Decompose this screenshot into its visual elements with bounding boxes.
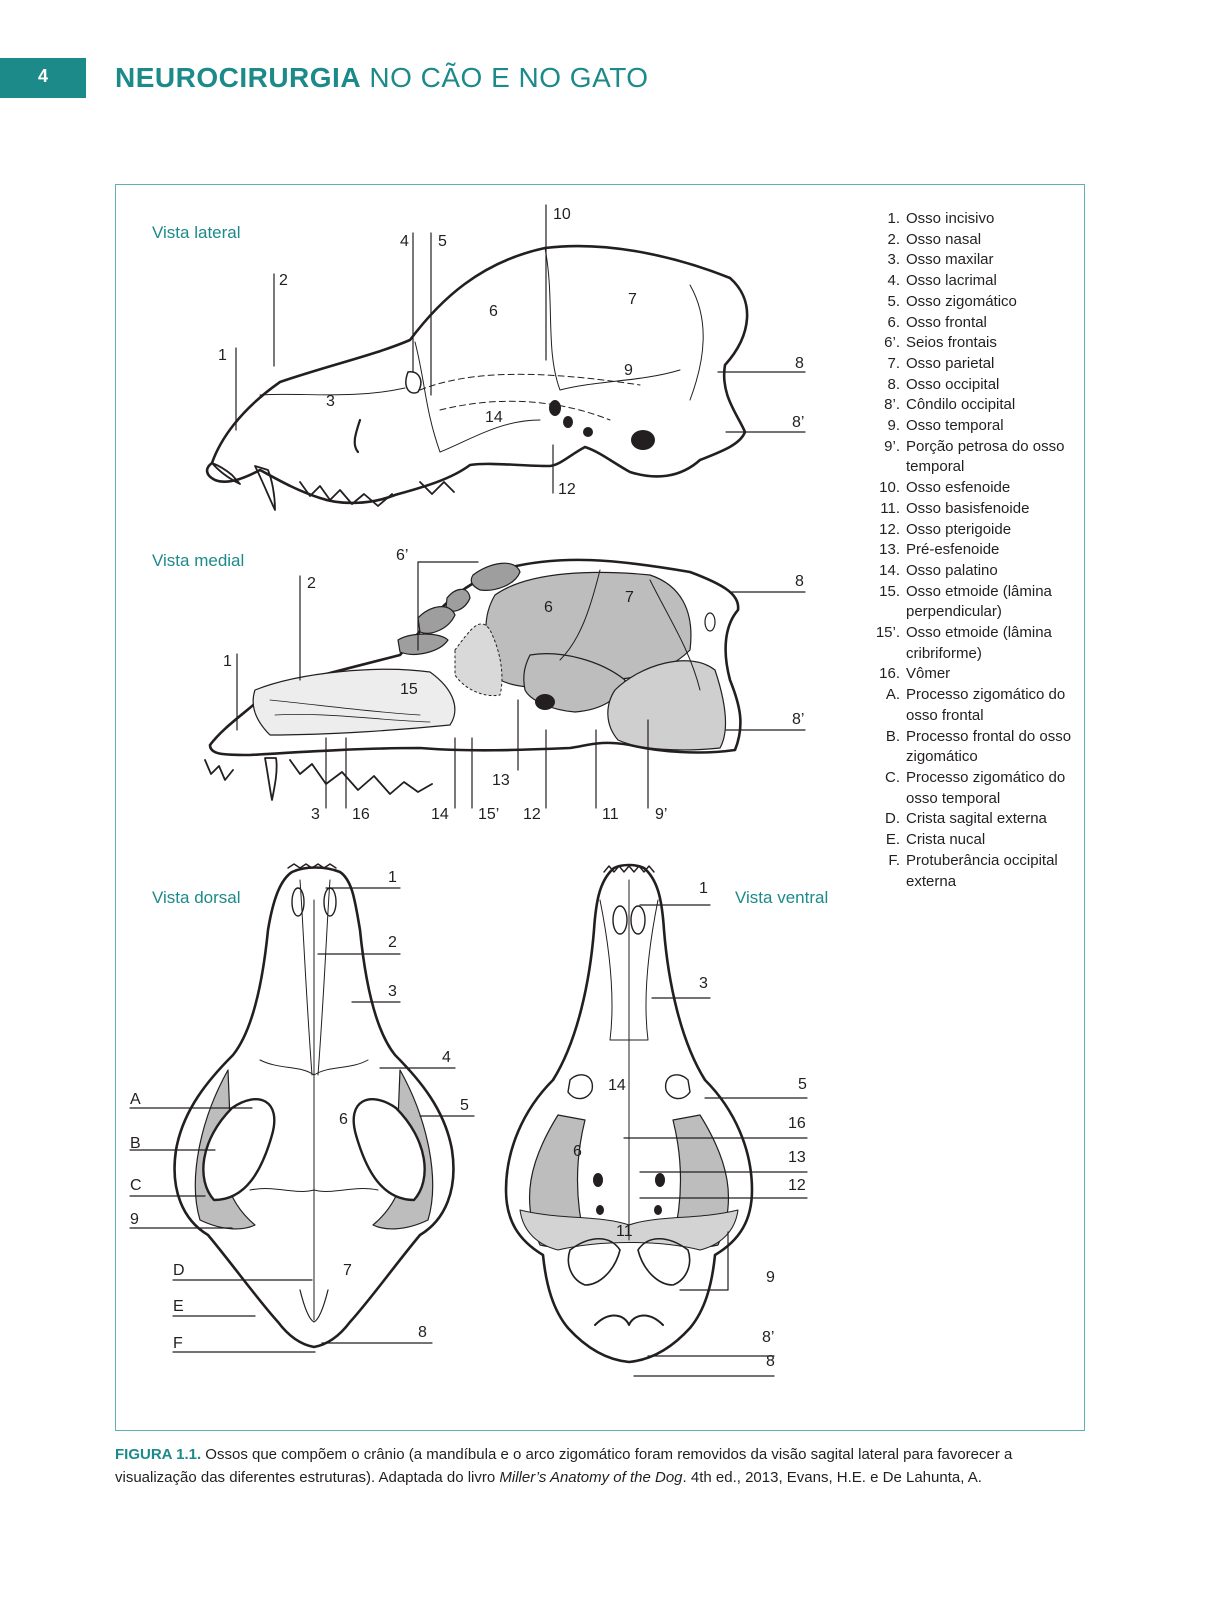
caption-book-title: Miller’s Anatomy of the Dog <box>499 1469 683 1486</box>
legend-item <box>868 478 1083 499</box>
legend-item <box>868 520 1083 541</box>
legend-key: 12. <box>879 520 900 538</box>
legend-text: Protuberância occipital externa <box>906 851 1058 890</box>
legend-text: Porção petrosa do osso temporal <box>906 437 1065 476</box>
ventral-label: 13 <box>788 1149 806 1166</box>
legend-text: Osso maxilar <box>906 251 994 269</box>
medial-label: 8’ <box>792 711 805 728</box>
legend-text: Osso occipital <box>906 375 1000 393</box>
legend-key: 7. <box>887 354 900 372</box>
view-title-ventral: Vista ventral <box>735 888 829 907</box>
dorsal-label: E <box>173 1298 184 1315</box>
legend-text: Crista sagital externa <box>906 810 1047 828</box>
medial-label: 1 <box>223 653 232 670</box>
medial-label: 16 <box>352 806 370 823</box>
legend-text: Osso lacrimal <box>906 272 997 290</box>
medial-label: 13 <box>492 772 510 789</box>
running-head-bold: NEUROCIRURGIA <box>115 62 362 93</box>
view-title-dorsal: Vista dorsal <box>152 888 241 907</box>
legend-text: Osso nasal <box>906 230 982 248</box>
ventral-leader-lines <box>624 905 807 1376</box>
lateral-label: 9 <box>624 362 633 379</box>
legend-key: 14. <box>879 561 900 579</box>
legend-item <box>868 209 1083 230</box>
legend-key: E. <box>885 831 900 849</box>
legend-item <box>868 354 1083 375</box>
legend-item <box>868 623 1083 664</box>
medial-label: 8 <box>795 573 804 590</box>
caption-text-2: . 4th ed., 2013, Evans, H.E. e De Lahunta, A. <box>682 1469 982 1486</box>
legend-key: 10. <box>879 479 900 497</box>
lateral-skull-outline <box>207 246 747 503</box>
legend-text: Osso pterigoide <box>906 520 1012 538</box>
legend-text: Pré-esfenoide <box>906 541 1000 559</box>
lateral-label: 6 <box>489 303 498 320</box>
lateral-label: 12 <box>558 481 576 498</box>
caption-text-1: Ossos que compõem o crânio (a mandíbula e o arco zigomático foram removidos da visão sagital lateral para favorecer a visualização das diferentes estruturas). Adaptada do livro <box>115 1446 1013 1486</box>
legend-text: Osso temporal <box>906 417 1004 435</box>
medial-label: 15 <box>400 681 418 698</box>
lateral-label: 14 <box>485 409 503 426</box>
legend-item <box>868 685 1083 726</box>
lateral-leader-lines <box>236 205 805 493</box>
legend-text: Osso palatino <box>906 561 998 579</box>
ventral-label: 5 <box>798 1076 807 1093</box>
dorsal-label: D <box>173 1262 185 1279</box>
ventral-label: 14 <box>608 1077 626 1094</box>
legend-item <box>868 333 1083 354</box>
legend-item <box>868 437 1083 478</box>
medial-label: 2 <box>307 575 316 592</box>
dorsal-label: 3 <box>388 983 397 1000</box>
legend-text: Processo zigomático do osso frontal <box>906 686 1066 724</box>
legend-text: Osso parietal <box>906 354 995 372</box>
legend-text: Osso frontal <box>906 313 987 331</box>
legend-item <box>868 375 1083 396</box>
legend-item <box>868 540 1083 561</box>
figure-caption <box>115 1443 1085 1489</box>
medial-label: 11 <box>602 806 619 823</box>
legend-key: 16. <box>879 665 900 683</box>
legend-item <box>868 727 1083 768</box>
dorsal-label: 9 <box>130 1211 139 1228</box>
dorsal-label: 1 <box>388 869 397 886</box>
view-title-medial: Vista medial <box>152 551 245 570</box>
legend-item <box>868 292 1083 313</box>
legend-key: B. <box>885 727 900 745</box>
lateral-skull-drawing <box>207 246 747 510</box>
dorsal-label: B <box>130 1135 141 1152</box>
ventral-label: 9 <box>766 1269 775 1286</box>
legend-text: Vômer <box>906 665 951 683</box>
legend-text: Osso etmoide (lâmina perpendicular) <box>906 582 1052 621</box>
legend-text: Crista nucal <box>906 831 986 849</box>
legend-text: Côndilo occipital <box>906 396 1016 414</box>
legend-text: Osso esfenoide <box>906 479 1011 497</box>
legend-item <box>868 416 1083 437</box>
dorsal-label: 4 <box>442 1049 451 1066</box>
legend-text: Osso etmoide (lâmina cribriforme) <box>906 624 1052 662</box>
legend-text: Processo frontal do osso zigomático <box>906 727 1072 766</box>
dorsal-skull-drawing <box>175 864 454 1347</box>
medial-label: 3 <box>311 806 320 823</box>
legend-key: C. <box>885 768 900 786</box>
ventral-label: 8 <box>766 1353 775 1370</box>
legend-item <box>868 561 1083 582</box>
dorsal-label: A <box>130 1091 141 1108</box>
legend-key: 8. <box>887 375 900 393</box>
lateral-label: 5 <box>438 233 447 250</box>
legend-key: 15’. <box>875 624 900 642</box>
medial-label: 7 <box>625 589 634 606</box>
legend-key: F. <box>888 851 900 869</box>
ventral-label: 1 <box>699 880 708 897</box>
ventral-label: 3 <box>699 975 708 992</box>
legend-key: 6’. <box>884 334 900 352</box>
legend-item <box>868 809 1083 830</box>
running-head-rest: NO CÃO E NO GATO <box>361 62 649 93</box>
ventral-label: 16 <box>788 1115 806 1132</box>
view-title-lateral: Vista lateral <box>152 223 241 242</box>
legend-item <box>868 768 1083 809</box>
legend-item <box>868 313 1083 334</box>
lateral-label: 8’ <box>792 414 805 431</box>
lateral-label: 1 <box>218 347 227 364</box>
lateral-label: 3 <box>326 393 335 410</box>
ventral-label: 11 <box>616 1223 633 1240</box>
ventral-label: 12 <box>788 1177 806 1194</box>
legend-item <box>868 271 1083 292</box>
legend-key: A. <box>885 686 900 704</box>
legend-item <box>868 499 1083 520</box>
lateral-label: 8 <box>795 355 804 372</box>
legend-text: Osso basisfenoide <box>906 499 1030 517</box>
legend-item <box>868 851 1083 892</box>
dorsal-leader-lines <box>130 888 474 1352</box>
legend-key: 5. <box>887 292 900 310</box>
legend-item <box>868 230 1083 251</box>
dorsal-label: C <box>130 1177 142 1194</box>
legend-list <box>868 209 1083 892</box>
lateral-label: 2 <box>279 272 288 289</box>
legend-item <box>868 250 1083 271</box>
legend-key: 6. <box>887 313 900 331</box>
medial-label: 15’ <box>478 806 500 823</box>
dorsal-label: F <box>173 1335 183 1352</box>
medial-label: 14 <box>431 806 449 823</box>
dorsal-label: 8 <box>418 1324 427 1341</box>
legend-key: 3. <box>887 251 900 269</box>
legend-text: Processo zigomático do osso temporal <box>906 768 1066 807</box>
legend-item <box>868 830 1083 851</box>
medial-label: 9’ <box>655 806 668 823</box>
legend-key: 9. <box>887 417 900 435</box>
dorsal-label: 7 <box>343 1262 352 1279</box>
legend-key: 2. <box>887 230 900 248</box>
ventral-label: 8’ <box>762 1329 775 1346</box>
legend-key: D. <box>885 810 900 828</box>
legend-key: 13. <box>879 541 900 559</box>
dorsal-label: 6 <box>339 1111 348 1128</box>
ventral-label: 6 <box>573 1143 582 1160</box>
legend-key: 8’. <box>884 396 900 414</box>
page-number: 4 <box>37 66 48 86</box>
medial-label: 12 <box>523 806 541 823</box>
legend-item <box>868 664 1083 685</box>
medial-skull-drawing <box>205 560 740 800</box>
lateral-label: 4 <box>400 233 409 250</box>
legend-key: 1. <box>887 210 900 227</box>
legend-text: Seios frontais <box>906 334 997 352</box>
legend-text: Osso zigomático <box>906 292 1017 310</box>
legend-key: 4. <box>887 272 900 290</box>
legend-key: 11. <box>880 499 900 517</box>
legend-key: 15. <box>879 582 900 600</box>
lateral-label: 10 <box>553 206 571 223</box>
dorsal-label: 2 <box>388 934 397 951</box>
legend-item <box>868 582 1083 623</box>
legend-item <box>868 395 1083 416</box>
lateral-label: 7 <box>628 291 637 308</box>
medial-label: 6’ <box>396 547 409 564</box>
legend-key: 9’. <box>884 437 900 455</box>
legend-text: Osso incisivo <box>906 210 995 227</box>
caption-label: FIGURA 1.1. <box>115 1446 202 1463</box>
medial-label: 6 <box>544 599 553 616</box>
dorsal-label: 5 <box>460 1097 469 1114</box>
ventral-skull-drawing <box>506 865 752 1362</box>
